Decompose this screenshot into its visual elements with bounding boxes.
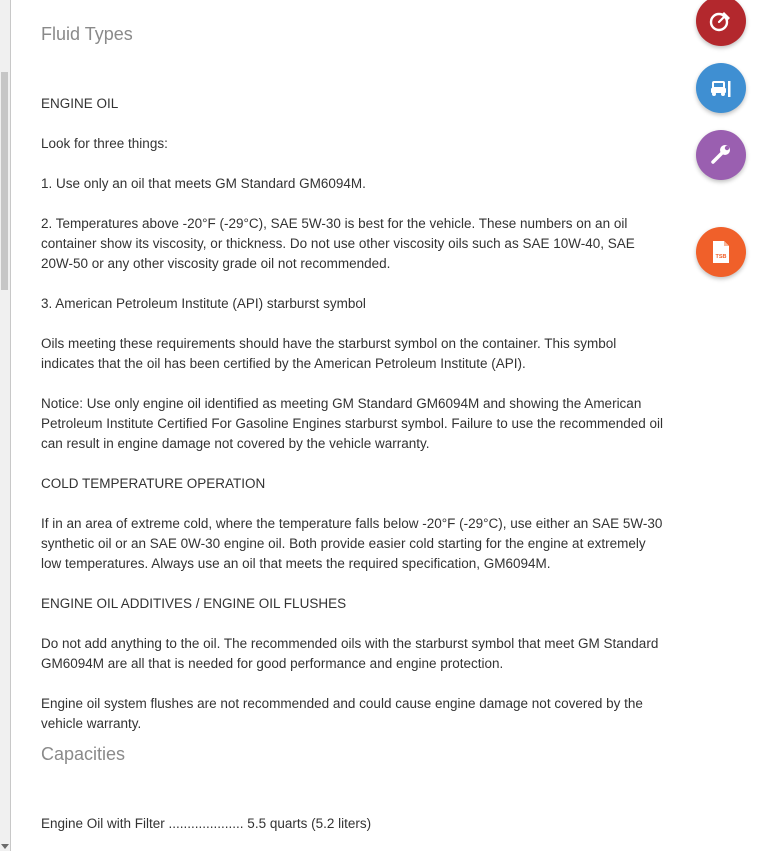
paragraph: Engine oil system flushes are not recommended and could cause engine damage not covered by the vehicle warranty. [41,696,643,731]
gauge-wrench-icon [708,8,734,34]
scroll-down-arrow-icon[interactable] [1,844,9,849]
vertical-scrollbar[interactable] [0,0,11,851]
paragraph: 1. Use only an oil that meets GM Standard GM6094M. [41,176,366,191]
paragraph: Look for three things: [41,136,168,151]
cold-temperature-heading: COLD TEMPERATURE OPERATION [41,476,266,491]
tsb-button[interactable] [696,227,746,277]
paragraph: If in an area of extreme cold, where the temperature falls below -20°F (-29°C), use either an SAE 5W-30 synthetic oil or an SAE 0W-30 engine oil. Both provide easier cold starting for the engine at extremely low temperatures. Always use an oil that meets the required specification, GM6094M. [41,516,663,571]
scrollbar-thumb[interactable] [1,72,8,290]
notice-paragraph: Notice: Use only engine oil identified as meeting GM Standard GM6094M and showing the American Petroleum Institute Certified For Gasoline Engines starburst symbol. Failure to use the recommended oil can result in engine damage not covered by the vehicle warranty. [41,396,664,451]
vehicle-service-button[interactable] [696,63,746,113]
tsb-document-icon [709,239,733,265]
additives-heading: ENGINE OIL ADDITIVES / ENGINE OIL FLUSHES [41,596,347,611]
paragraph: 3. American Petroleum Institute (API) starburst symbol [41,296,366,311]
paragraph: 2. Temperatures above -20°F (-29°C), SAE 5W-30 is best for the vehicle. These numbers on an oil container show its viscosity, or thickness. Do not use other viscosity oils such as SAE 10W-40, SAE 20W-50 or any other viscosity grade oil not recommended. [41,216,635,271]
paragraph: Do not add anything to the oil. The recommended oils with the starburst symbol that meet GM Standard GM6094M are all that is needed for good performance and engine protection. [41,636,659,671]
engine-oil-heading: ENGINE OIL [41,96,119,111]
tsb-label: TSB [715,254,727,260]
diagnostics-button[interactable] [696,0,746,46]
fluid-types-heading: Fluid Types [41,24,133,44]
capacities-heading: Capacities [41,744,126,764]
paragraph: Oils meeting these requirements should have the starburst symbol on the container. This symbol indicates that the oil has been certified by the American Petroleum Institute (API). [41,336,617,371]
repair-button[interactable] [696,130,746,180]
car-lift-icon [708,75,734,101]
wrench-icon [708,142,734,168]
capacity-row: Engine Oil with Filter .................... 5.5 quarts (5.2 liters) [41,816,372,831]
